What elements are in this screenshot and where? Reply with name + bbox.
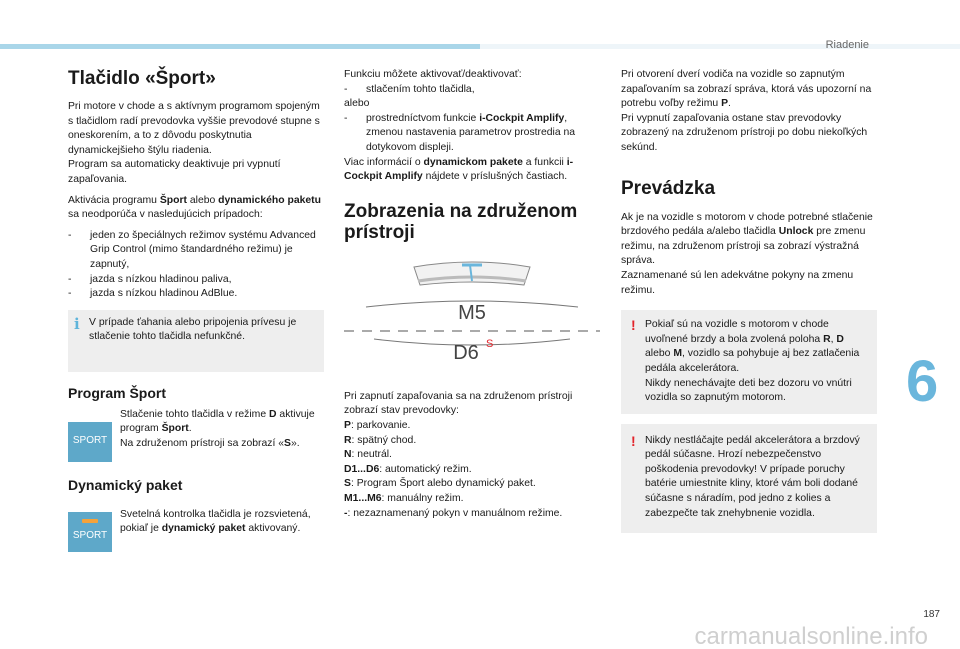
instrument-panel-svg bbox=[344, 255, 600, 370]
warning-icon: ! bbox=[631, 432, 636, 449]
info-box: i V prípade ťahania alebo pripojenia prívesu je stlačenie tohto tlačidla nefunkčné. bbox=[68, 310, 324, 372]
warning-box-brakes: ! Pokiaľ sú na vozidle s motorom v chode uvoľnené brzdy a bola zvolená poloha R, D alebo M, vozidlo sa pohybuje aj bez zatlačenia pedála akcelerátora. Nikdy nenechávajte deti bez dozoru vo vnútri vozidla so zapnutým motorom. bbox=[621, 310, 877, 414]
warning-icon: ! bbox=[631, 317, 636, 334]
list-item: - jazda s nízkou hladinou AdBlue. bbox=[68, 287, 324, 302]
list-item: - prostredníctvom funkcie i-Cockpit Amplify, zmenou nastavenia parametrov prostredia na dotykovom displeji. bbox=[344, 112, 600, 156]
list-item: S: Program Šport alebo dynamický paket. bbox=[344, 478, 536, 490]
dynamic-pack-title: Dynamický paket bbox=[68, 476, 183, 493]
paragraph: Funkciu môžete aktivovať/deaktivovať: bbox=[344, 69, 522, 80]
list-item: D1...D6: automatický režim. bbox=[344, 463, 472, 475]
program-sport-title: Program Šport bbox=[68, 384, 167, 401]
display-d-gear: D6 bbox=[453, 341, 479, 364]
info-icon: i bbox=[74, 314, 80, 333]
list-item: - jazda s nízkou hladinou paliva, bbox=[68, 273, 324, 288]
instrument-display-title: Zobrazenia na združenom prístroji bbox=[344, 200, 578, 243]
not-recommended-list bbox=[68, 229, 324, 302]
led-indicator-icon bbox=[82, 519, 98, 523]
list-item: - jeden zo špeciálnych režimov systému Advanced Grip Control (mimo štandardného režimu) je zapnutý, bbox=[68, 229, 324, 273]
column-1 bbox=[68, 66, 324, 552]
paragraph: alebo bbox=[344, 98, 370, 110]
header-bar-light bbox=[480, 44, 960, 49]
list-item: -: nezaznamenaný pokyn v manuálnom režime. bbox=[344, 507, 563, 519]
column-2 bbox=[344, 68, 600, 521]
chapter-number: 6 bbox=[906, 349, 939, 414]
instrument-panel-illustration bbox=[344, 255, 600, 370]
page-number: 187 bbox=[923, 609, 940, 620]
paragraph: Pri zapnutí zapaľovania sa na združenom prístroji zobrazí stav prevodovky: bbox=[344, 390, 573, 417]
warning-box-pedals: ! Nikdy nestláčajte pedál akcelerátora a brzdový pedál súčasne. Hrozí nebezpečenstvo poškodenia prevodovky! V prípade poruchy batérie umiestnite kliny, ktoré vám boli dodané súčasne s náradím, pod jedno z kolies a zabezpečte tak znehybnenie vozidla. bbox=[621, 424, 877, 534]
paragraph: Ak je na vozidle s motorom v chode potrebné stlačenie brzdového pedála a/alebo tlačidla Unlock pre zmenu režimu, na združenom prístroji sa zobrazí výstražná správa. Zaznamenané sú len adekvátne pokyny na zmenu režimu. bbox=[621, 211, 873, 296]
paragraph: Viac informácií o dynamickom pakete a funkcii i-Cockpit Amplify nájdete v príslušných častiach. bbox=[344, 156, 574, 183]
watermark: carmanualsonline.info bbox=[694, 623, 928, 649]
header-bar-accent bbox=[0, 44, 480, 49]
dynamic-pack-text: Svetelná kontrolka tlačidla je rozsvietená, pokiaľ je dynamický paket aktivovaný. bbox=[120, 508, 311, 535]
paragraph: Aktivácia programu Šport alebo dynamického paketu sa neodporúča v nasledujúcich prípadoch: bbox=[68, 194, 321, 221]
sport-button-led-icon: SPORT bbox=[68, 512, 112, 552]
display-m-gear: M5 bbox=[458, 301, 486, 324]
list-item: R: spätný chod. bbox=[344, 434, 417, 446]
operation-title: Prevádzka bbox=[621, 177, 716, 199]
sport-button-title: Tlačidlo «Šport» bbox=[68, 68, 216, 89]
program-sport-text: Stlačenie tohto tlačidla v režime D aktivuje program Šport. Na združenom prístroji sa zobrazí «S». bbox=[120, 408, 315, 449]
list-item: M1...M6: manuálny režim. bbox=[344, 492, 464, 504]
dynamic-pack-row bbox=[68, 508, 324, 552]
list-item: P: parkovanie. bbox=[344, 419, 411, 431]
program-sport-row bbox=[68, 408, 324, 462]
display-sport-s: S bbox=[486, 337, 494, 350]
paragraph: Pri motore v chode a s aktívnym programom spojeným s tlačidlom radí prevodovka vyššie prevodové stupne s oneskorením, a to z dôvodu poskytnutia dynamickejšieho štýlu riadenia. Program sa automaticky deaktivuje pri vypnutí zapaľovania. bbox=[68, 101, 320, 185]
paragraph: Pri otvorení dverí vodiča na vozidle so zapnutým zapaľovaním sa zobrazí správa, ktorá vás upozorní na potrebu voľby režimu P. Pri vypnutí zapaľovania ostane stav prevodovky zobrazený na združenom prístroji po dobu niekoľkých sekúnd. bbox=[621, 69, 872, 153]
column-3 bbox=[621, 68, 877, 533]
section-title: Riadenie bbox=[825, 39, 869, 51]
sport-button-icon: SPORT bbox=[68, 422, 112, 462]
gear-states-list bbox=[344, 419, 600, 521]
list-item: - stlačením tohto tlačidla, bbox=[344, 83, 600, 98]
list-item: N: neutrál. bbox=[344, 449, 392, 461]
activation-list bbox=[344, 83, 600, 98]
activation-list-2 bbox=[344, 112, 600, 156]
